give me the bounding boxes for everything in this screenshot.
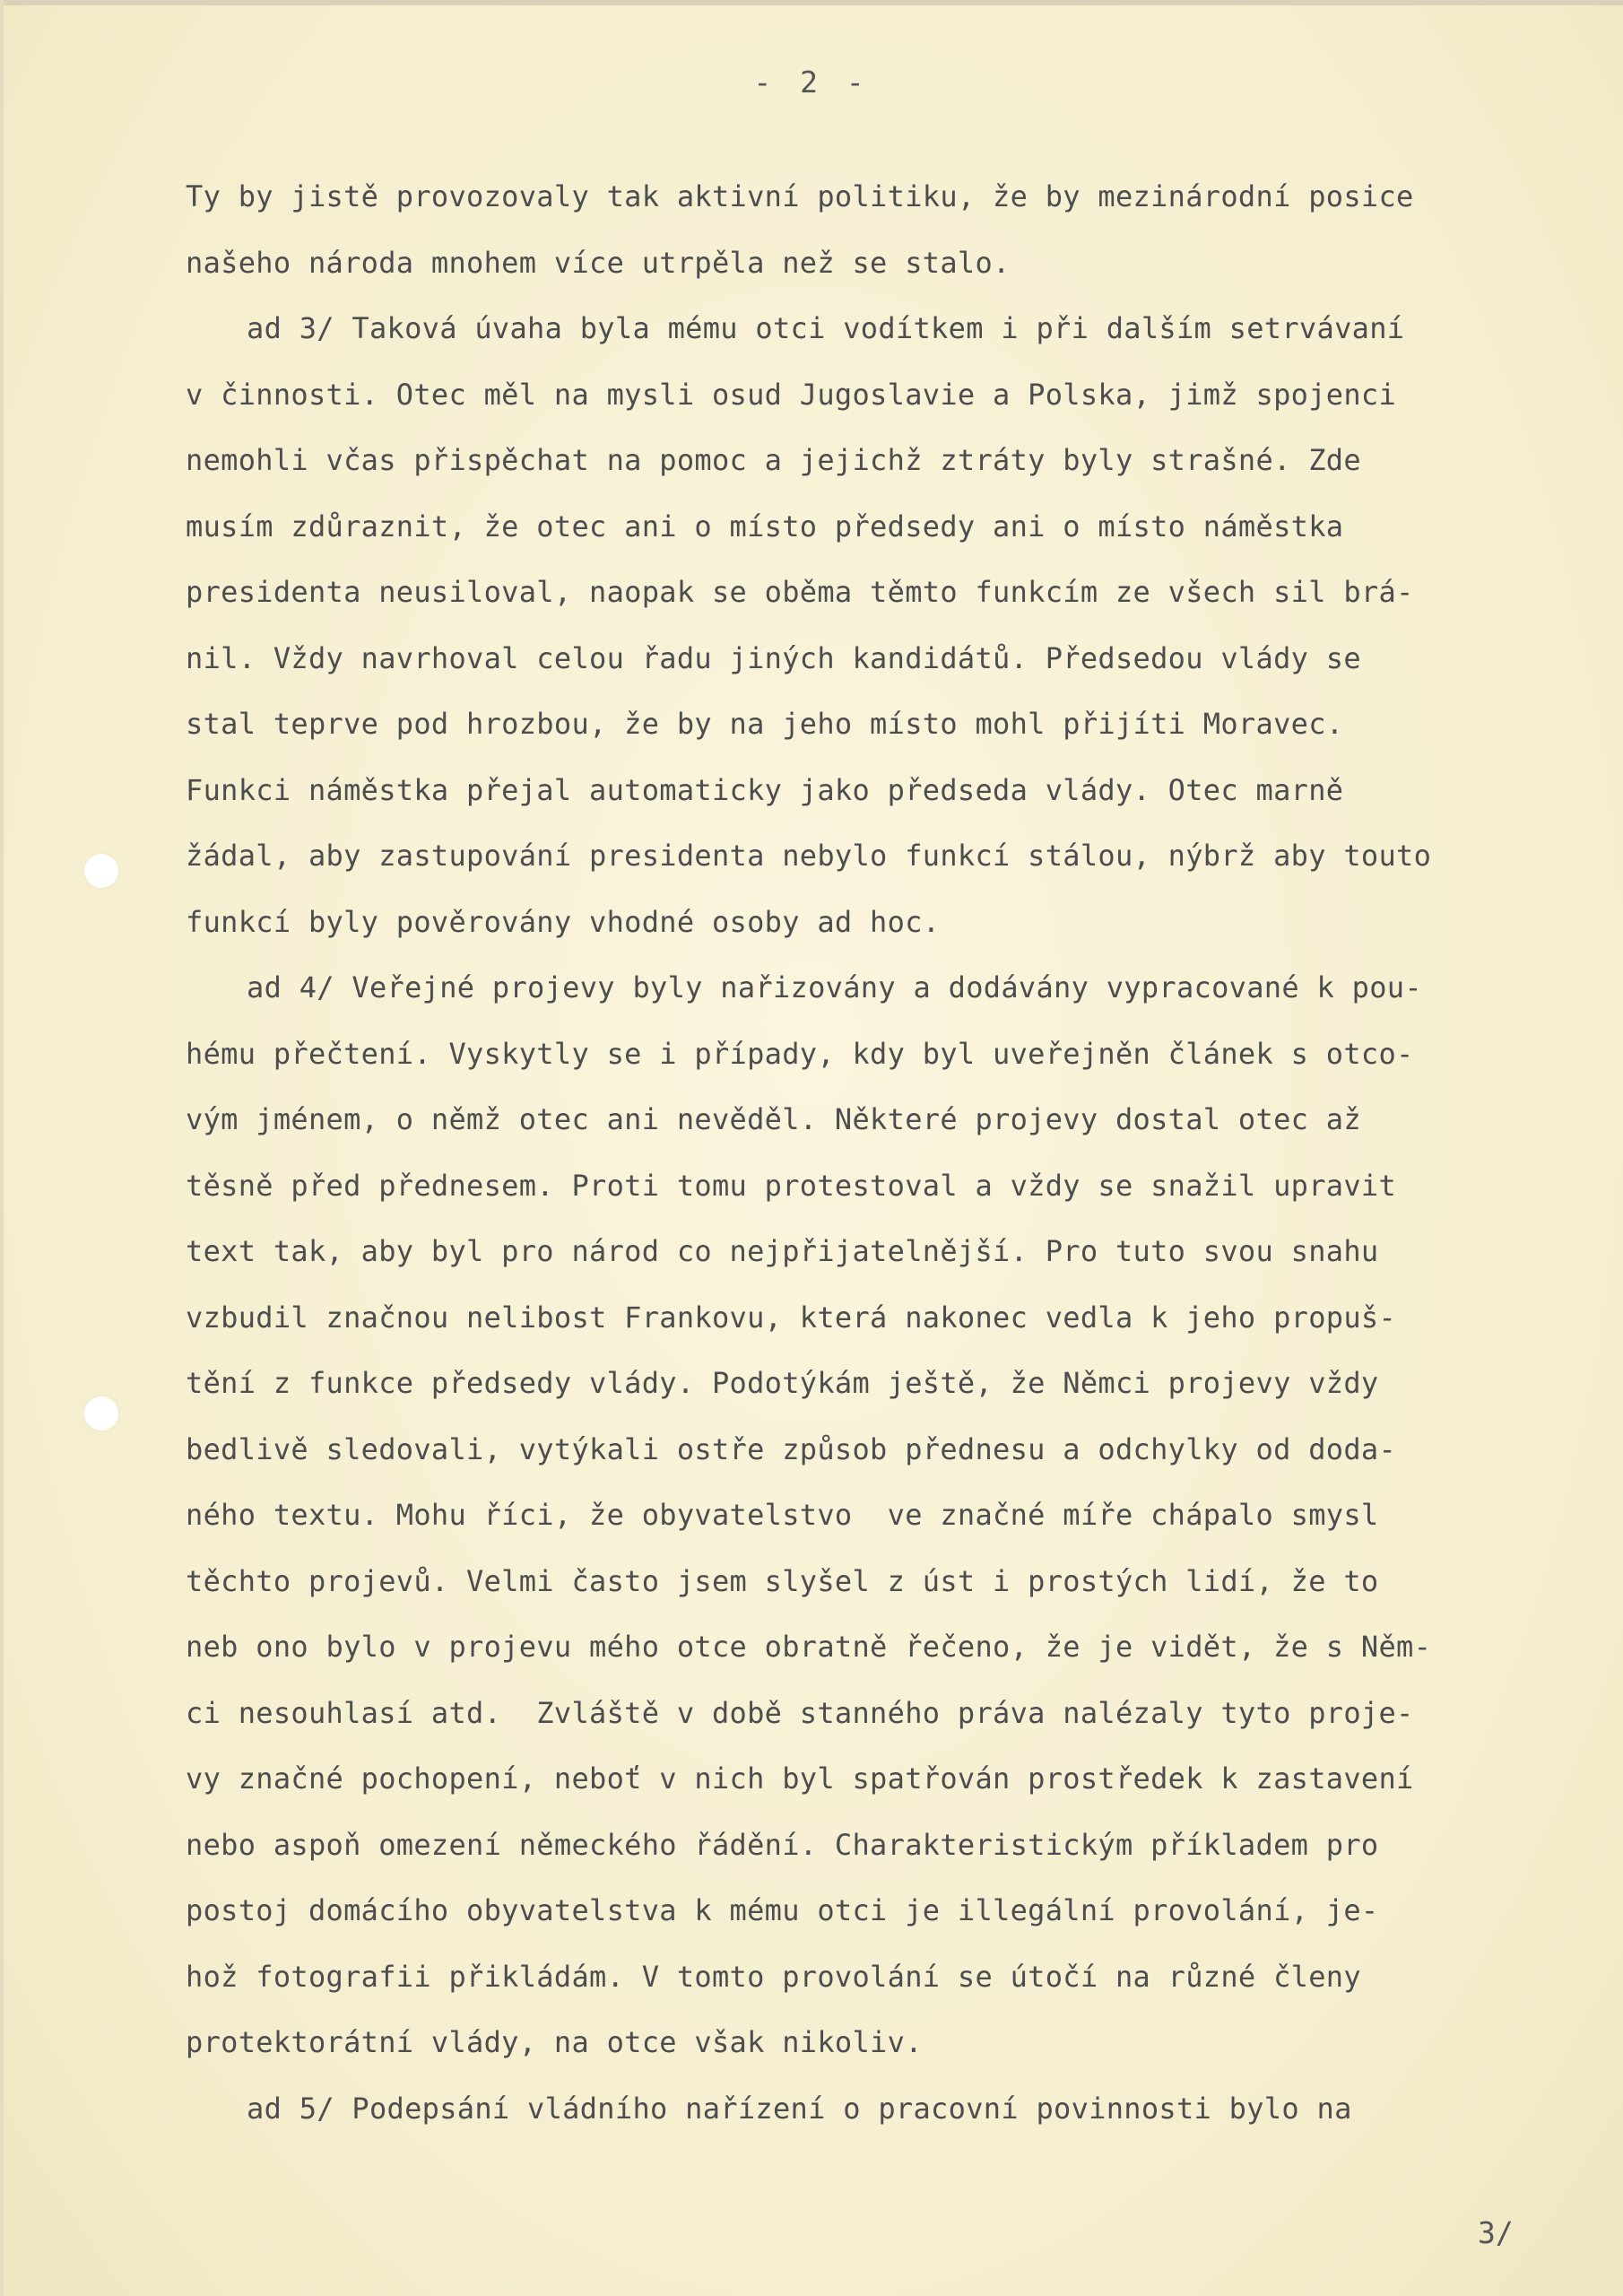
text-line: ad 5/ Podepsání vládního nařízení o pracovní povinnosti bylo na	[247, 2091, 1352, 2126]
text-line: vy značné pochopení, neboť v nich byl spatřován prostředek k zastavení	[186, 1761, 1414, 1796]
text-line: ad 3/ Taková úvaha byla mému otci vodítkem i při dalším setrvávaní	[247, 311, 1405, 345]
text-line: tění z funkce předsedy vlády. Podotýkám ještě, že Němci projevy vždy	[186, 1366, 1379, 1400]
page-top-edge	[0, 0, 1623, 5]
catchword: 3/	[1478, 2215, 1514, 2250]
text-line: stal teprve pod hrozbou, že by na jeho místo mohl přijíti Moravec.	[186, 707, 1344, 741]
text-line: hož fotografii přikládám. V tomto provolání se útočí na různé členy	[186, 1959, 1361, 1994]
page-left-edge	[0, 0, 4, 2296]
text-line: neb ono bylo v projevu mého otce obratně řečeno, že je vidět, že s Něm-	[186, 1630, 1432, 1664]
text-line: hému přečtení. Vyskytly se i případy, kdy byl uveřejněn článek s otco-	[186, 1036, 1414, 1071]
text-line: ci nesouhlasí atd. Zvláště v době stanného práva nalézaly tyto proje-	[186, 1695, 1414, 1730]
text-line: ad 4/ Veřejné projevy byly nařizovány a dodávány vypracované k pou-	[247, 970, 1422, 1004]
text-line: bedlivě sledovali, vytýkali ostře způsob přednesu a odchylky od doda-	[186, 1431, 1397, 1466]
text-line: text tak, aby byl pro národ co nejpřijatelnější. Pro tuto svou snahu	[186, 1234, 1379, 1268]
text-line: těchto projevů. Velmi často jsem slyšel z úst i prostých lidí, že to	[186, 1563, 1379, 1598]
text-line: nil. Vždy navrhoval celou řadu jiných kandidátů. Předsedou vlády se	[186, 640, 1361, 675]
text-line: ného textu. Mohu říci, že obyvatelstvo ve značné míře chápalo smysl	[186, 1498, 1379, 1532]
text-line: žádal, aby zastupování presidenta nebylo funkcí stálou, nýbrž aby touto	[186, 839, 1432, 873]
text-line: postoj domácího obyvatelstva k mému otci je illegální provolání, je-	[186, 1893, 1379, 1927]
text-line: protektorátní vlády, na otce však nikoliv.	[186, 2025, 923, 2059]
document-body	[186, 164, 1602, 2142]
text-line: Funkci náměstka přejal automaticky jako předseda vlády. Otec marně	[186, 772, 1344, 807]
page-number: - 2 -	[753, 65, 870, 100]
text-line: nebo aspoň omezení německého řádění. Charakteristickým příkladem pro	[186, 1827, 1379, 1862]
punch-hole-lower	[84, 1396, 118, 1431]
text-line: těsně před přednesem. Proti tomu protestoval a vždy se snažil upravit	[186, 1168, 1397, 1203]
text-line: vzbudil značnou nelibost Frankovu, která nakonec vedla k jeho propuš-	[186, 1300, 1397, 1335]
text-line: Ty by jistě provozovaly tak aktivní politiku, že by mezinárodní posice	[186, 179, 1414, 213]
text-line: musím zdůraznit, že otec ani o místo předsedy ani o místo náměstka	[186, 509, 1344, 544]
text-line: presidenta neusiloval, naopak se oběma těmto funkcím ze všech sil brá-	[186, 575, 1414, 609]
text-line: našeho národa mnohem více utrpěla než se stalo.	[186, 245, 1011, 280]
text-line: nemohli včas přispěchat na pomoc a jejichž ztráty byly strašné. Zde	[186, 443, 1361, 477]
text-line: funkcí byly pověrovány vhodné osoby ad hoc.	[186, 904, 941, 939]
text-line: v činnosti. Otec měl na mysli osud Jugoslavie a Polska, jimž spojenci	[186, 377, 1397, 412]
punch-hole-upper	[84, 854, 118, 888]
text-line: vým jménem, o němž otec ani nevěděl. Některé projevy dostal otec až	[186, 1102, 1361, 1136]
